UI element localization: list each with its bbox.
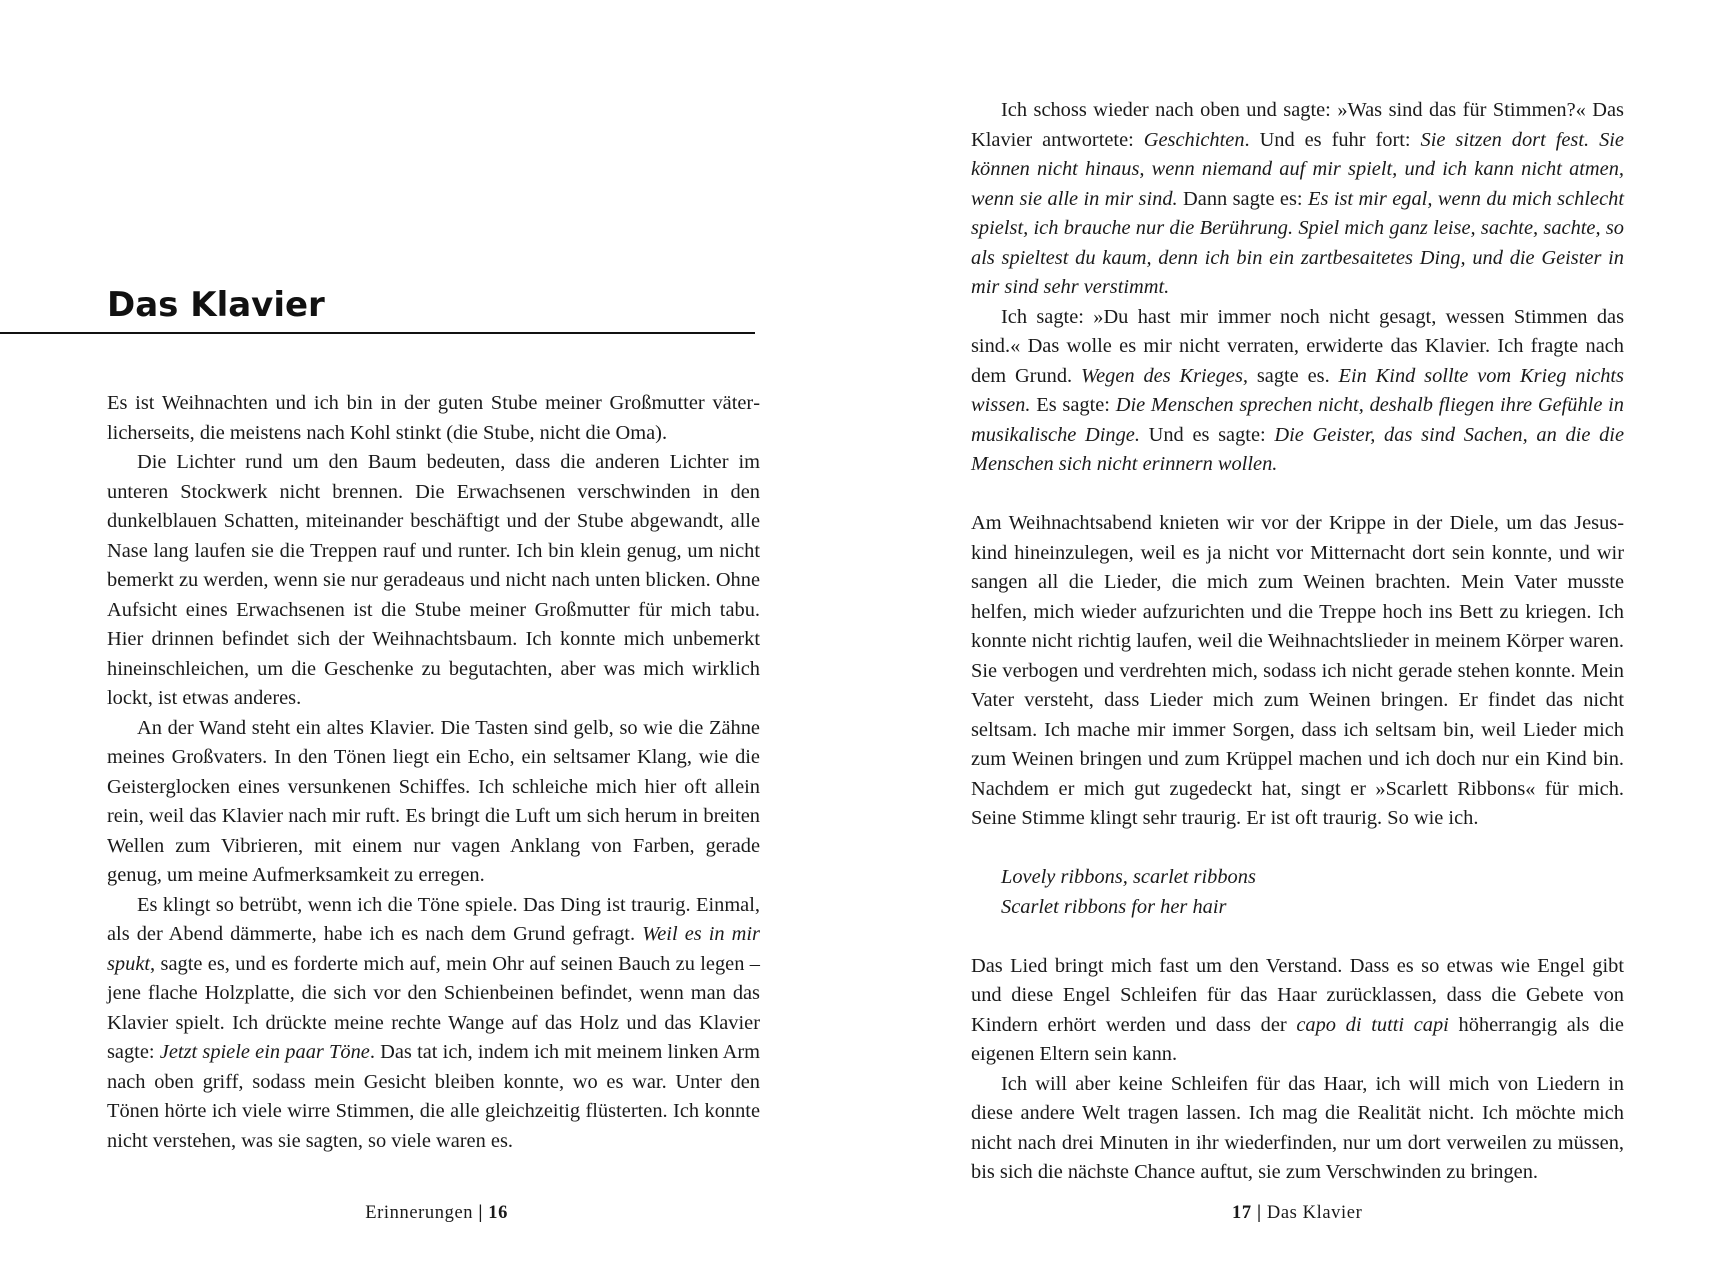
text-run: Ich will aber keine Schleifen für das Haar, ich will mich von Liedern in diese andere Welt tragen lassen. Ich mag die Realität nicht. Ich möchte mich nicht nach drei Minuten in ihr wiederfinden, nur um dort verweilen zu müssen, bis sich die nächste Chance auftut, sie zum Verschwinden zu bringen. <box>971 1072 1624 1183</box>
text-run: . Das tat ich, indem ich mit meinem linken Arm nach oben griff, sodass mein Gesicht bleiben konnte, wo es war. Unter den Tönen hörte ich viele wirre Stimmen, die alle gleichzeitig flüsterten. Ich konnte nicht verstehen, was sie sagten, so viele waren es. <box>107 1041 760 1152</box>
text-run: sagte es. <box>1248 364 1339 387</box>
text-run: Dann sagte es: <box>1177 187 1309 210</box>
italic-run: Jetzt spiele ein paar Töne <box>159 1041 370 1063</box>
text-run: Es ist Weihnachten und ich bin in der guten Stube meiner Großmutter väterlicherseits, die meistens nach Kohl stinkt (die Stube, nicht die Oma). <box>107 392 760 444</box>
paragraph <box>971 303 1624 480</box>
left-page-folio <box>365 1204 508 1223</box>
italic-run: capo di tutti capi <box>1296 1013 1449 1036</box>
italic-run: Ein Kind sollte vom Krieg nichts wissen. <box>971 364 1624 416</box>
paragraph <box>971 509 1624 834</box>
text-run: . Und es fuhr fort: <box>1244 128 1421 151</box>
italic-run: Die Geister, das sind Sachen, an die die Menschen sich nicht erinnern wollen. <box>971 423 1625 475</box>
text-run: Es klingt so betrübt, wenn ich die Töne spiele. Das Ding ist traurig. Einmal, als der Abend dämmerte, habe ich es nach dem Grund gefragt. <box>107 893 760 945</box>
verse-line: Scarlet ribbons for her hair <box>1001 895 1227 918</box>
italic-run: Geschichten <box>1143 128 1245 151</box>
italic-run: Wegen des Krieges, <box>1081 364 1248 387</box>
running-head: Erinnerungen <box>365 1203 474 1223</box>
text-run: An der Wand steht ein altes Klavier. Die Tasten sind gelb, so wie die Zähne meines Großvaters. In den Tönen liegt ein Echo, ein seltsamer Klang, wie die Geisterglocken eines versunkenen Schiffes. Ich schleiche mich hier oft allein rein, weil das Klavier nach mir ruft. Es bringt die Luft um sich herum in breiten Wellen zum Vibrieren, mit einem nur vagen Anklang von Farben, gerade genug, um meine Aufmerksamkeit zu erregen. <box>107 716 760 886</box>
text-run: Es sagte: <box>1030 394 1116 416</box>
paragraph <box>107 714 760 891</box>
paragraph <box>971 96 1624 303</box>
text-run: Die Lichter rund um den Baum bedeuten, dass die anderen Lichter im unteren Stockwerk nicht brennen. Die Erwachsenen verschwinden in den dunkelblauen Schatten, miteinander beschäftigt und der Stube abgewandt, alle Nase lang laufen sie die Treppen rauf und runter. Ich bin klein genug, um nicht bemerkt zu werden, wenn sie nur geradeaus und nicht nach unten blicken. Ohne Aufsicht eines Erwachsenen ist die Stube meiner Großmutter für mich tabu. Hier drinnen befindet sich der Weihnachtsbaum. Ich konnte mich unbemerkt hineinschleichen, um die Geschenke zu begutachten, aber was mich wirklich lockt, ist etwas anderes. <box>107 451 760 709</box>
text-run: höherrangig als die eigenen Eltern sein kann. <box>971 1013 1624 1065</box>
text-run: Und es sagte: <box>1139 423 1275 446</box>
text-run: Das Lied bringt mich fast um den Verstand. Dass es so etwas wie Engel gibt und diese Engel Schleifen für das Haar zurücklassen, dass die Gebete von Kindern erhört werden und dass der <box>971 954 1624 1036</box>
song-verse <box>1001 863 1624 922</box>
left-page <box>0 0 856 1270</box>
text-run: Ich schoss wieder nach oben und sagte: »Was sind das für Stimmen?« Das Klavier antwortete: <box>971 99 1624 151</box>
paragraph <box>971 1070 1624 1188</box>
title-rule <box>0 332 755 334</box>
italic-run: Sie sitzen dort fest. Sie können nicht hinaus, wenn niemand auf mir spielt, und ich kann nicht atmen, wenn sie alle in mir sind. <box>971 128 1624 210</box>
paragraph <box>107 448 760 714</box>
page-number: 16 <box>488 1203 508 1223</box>
text-run: , sagte es, und es forderte mich auf, mein Ohr auf seinen Bauch zu legen – jene flache Holzplatte, die sich vor den Schienbeinen befindet, wenn man das Klavier spielt. Ich drückte meine rechte Wange auf das Holz und das Klavier sagte: <box>107 952 760 1063</box>
right-page <box>856 0 1713 1270</box>
chapter-title: Das Klavier <box>107 285 325 325</box>
folio-separator: | <box>1256 1203 1262 1223</box>
left-page-body <box>107 389 760 1156</box>
folio-separator: | <box>478 1203 484 1223</box>
text-run: Ich sagte: »Du hast mir immer noch nicht gesagt, wessen Stimmen das sind.« Das wolle es mir nicht verraten, erwiderte das Klavier. Ich fragte nach dem Grund. <box>971 305 1624 387</box>
right-page-body <box>971 96 1624 1188</box>
paragraph <box>107 891 760 1157</box>
paragraph <box>971 952 1624 1070</box>
page-number: 17 <box>1232 1203 1252 1223</box>
paragraph <box>107 389 760 448</box>
italic-run: Weil es in mir spukt <box>107 923 760 975</box>
verse-line: Lovely ribbons, scarlet ribbons <box>1001 866 1256 888</box>
italic-run: Die Menschen sprechen nicht, deshalb fliegen ihre Gefühle in musikalische Dinge. <box>971 394 1625 446</box>
right-page-folio <box>1232 1204 1362 1223</box>
text-run: Am Weihnachtsabend knieten wir vor der Krippe in der Diele, um das Jesuskind hineinzulegen, weil es ja nicht vor Mitternacht dort sein konnte, und wir sangen all die Lieder, die mich zum Weinen brachten. Mein Vater musste helfen, mich wieder aufzurichten und die Treppe hoch ins Bett zu kriegen. Ich konnte nicht richtig laufen, weil die Weihnachtslieder in meinem Körper waren. Sie verbogen und verdrehten mich, sodass ich nicht gerade stehen konnte. Mein Vater versteht, dass Lieder mich zum Weinen bringen. Er findet das nicht seltsam. Ich mache mir immer Sorgen, dass ich seltsam bin, weil Lieder mich zum Weinen bringen und zum Krüppel machen und ich doch nur ein Kind bin. Nachdem er mich gut zugedeckt hat, singt er »Scarlett Ribbons« für mich. Seine Stimme klingt sehr traurig. Er ist oft traurig. So wie ich. <box>971 512 1624 829</box>
italic-run: Es ist mir egal, wenn du mich schlecht spielst, ich brauche nur die Berührung. Spiel mich ganz leise, sachte, sachte, so als spieltest du kaum, denn ich bin ein zartbesaitetes Ding, und die Geister in mir sind sehr verstimmt. <box>971 187 1624 298</box>
running-head: Das Klavier <box>1266 1203 1363 1223</box>
